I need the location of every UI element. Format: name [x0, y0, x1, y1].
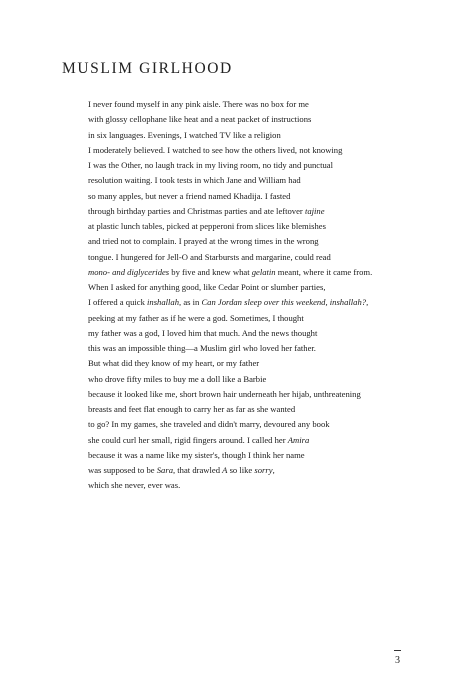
italic-text: gelatin — [251, 266, 276, 277]
line-text: to go? In my games, she traveled and didn't marry, devoured any book — [88, 419, 330, 430]
line-text: because it was a name like my sister's, though I think her name — [88, 449, 305, 460]
poem-line — [88, 280, 433, 295]
page-number-rule — [394, 650, 401, 651]
poem-line — [88, 295, 433, 310]
italic-text: tajine — [304, 205, 325, 216]
italic-text: mono- and diglycerides — [88, 266, 170, 277]
line-text: in six languages. Evenings, I watched TV like a religion — [88, 129, 281, 140]
poem-line — [88, 433, 433, 448]
italic-text: Sara — [156, 465, 173, 475]
line-text: I was the Other, no laugh track in my living room, no tidy and punctual — [88, 160, 334, 170]
line-text: tongue. I hungered for Jell-O and Starbursts and margarine, could read — [88, 251, 331, 262]
italic-text: Amira — [287, 434, 310, 445]
line-text: When I asked for anything good, like Cedar Point or slumber parties, — [88, 282, 326, 292]
italic-text: sorry — [254, 465, 273, 475]
page-title: MUSLIM GIRLHOOD — [62, 60, 233, 77]
poem-line — [88, 204, 433, 219]
line-text: because it looked like me, short brown hair underneath her hijab, unthreatening — [88, 388, 361, 399]
poem-line — [88, 173, 433, 188]
line-text: this was an impossible thing—a Muslim girl who loved her father. — [88, 343, 316, 353]
poem-line — [88, 448, 433, 463]
line-text: , — [272, 465, 275, 475]
line-text: with glossy cellophane like heat and a neat packet of instructions — [88, 114, 312, 125]
poem-line — [88, 234, 433, 249]
line-text: so many apples, but never a friend named Khadija. I fasted — [88, 190, 291, 201]
line-text: I offered a quick — [88, 297, 148, 308]
line-text: I moderately believed. I watched to see how the others lived, not knowing — [88, 144, 343, 155]
poem-line — [88, 372, 433, 387]
line-text: by five and knew what — [169, 266, 252, 277]
poem-line — [88, 341, 433, 356]
line-text: I never found myself in any pink aisle. There was no box for me — [88, 99, 309, 109]
italic-text: A — [222, 465, 228, 475]
italic-text: Can Jordan sleep over this weekend, inshallah? — [201, 297, 367, 308]
poem-line — [88, 143, 433, 158]
italic-text: inshallah — [147, 297, 180, 308]
line-text: and tried not to complain. I prayed at the wrong times in the wrong — [88, 236, 319, 247]
line-text: my father was a god, I loved him that much. And the news thought — [88, 327, 318, 338]
page-number: 3 — [395, 655, 400, 666]
line-text: , as in — [179, 297, 202, 308]
line-text: through birthday parties and Christmas parties and ate leftover — [88, 205, 305, 216]
poem-line — [88, 356, 433, 371]
poem-line — [88, 112, 433, 127]
line-text: she could curl her small, rigid fingers around. I called her — [88, 434, 288, 445]
poem-line — [88, 387, 433, 402]
poem-line — [88, 250, 433, 265]
poem-line — [88, 463, 433, 478]
poem-line — [88, 158, 433, 173]
line-text: which she never, ever was. — [88, 480, 181, 491]
poem-line — [88, 265, 433, 280]
line-text: meant, where it came from. — [275, 266, 373, 277]
line-text: who drove fifty miles to buy me a doll like a Barbie — [88, 373, 267, 384]
poem-line — [88, 478, 433, 493]
line-text: so like — [227, 465, 255, 475]
poem-line — [88, 311, 433, 326]
poem-line — [88, 128, 433, 143]
line-text: But what did they know of my heart, or my father — [88, 358, 260, 369]
line-text: , — [366, 297, 369, 308]
line-text: was supposed to be — [88, 465, 157, 475]
poem-line — [88, 402, 433, 417]
poem-line — [88, 326, 433, 341]
line-text: , that drawled — [173, 465, 223, 475]
line-text: at plastic lunch tables, picked at pepperoni from slices like blemishes — [88, 221, 326, 231]
line-text: peeking at my father as if he were a god. Sometimes, I thought — [88, 312, 304, 323]
poem-line — [88, 189, 433, 204]
line-text: resolution waiting. I took tests in which Jane and William had — [88, 175, 301, 186]
poem-line — [88, 219, 433, 234]
poem-line — [88, 417, 433, 432]
line-text: breasts and feet flat enough to carry her as far as she wanted — [88, 404, 296, 414]
poem-body — [88, 97, 433, 494]
poem-line — [88, 97, 433, 112]
